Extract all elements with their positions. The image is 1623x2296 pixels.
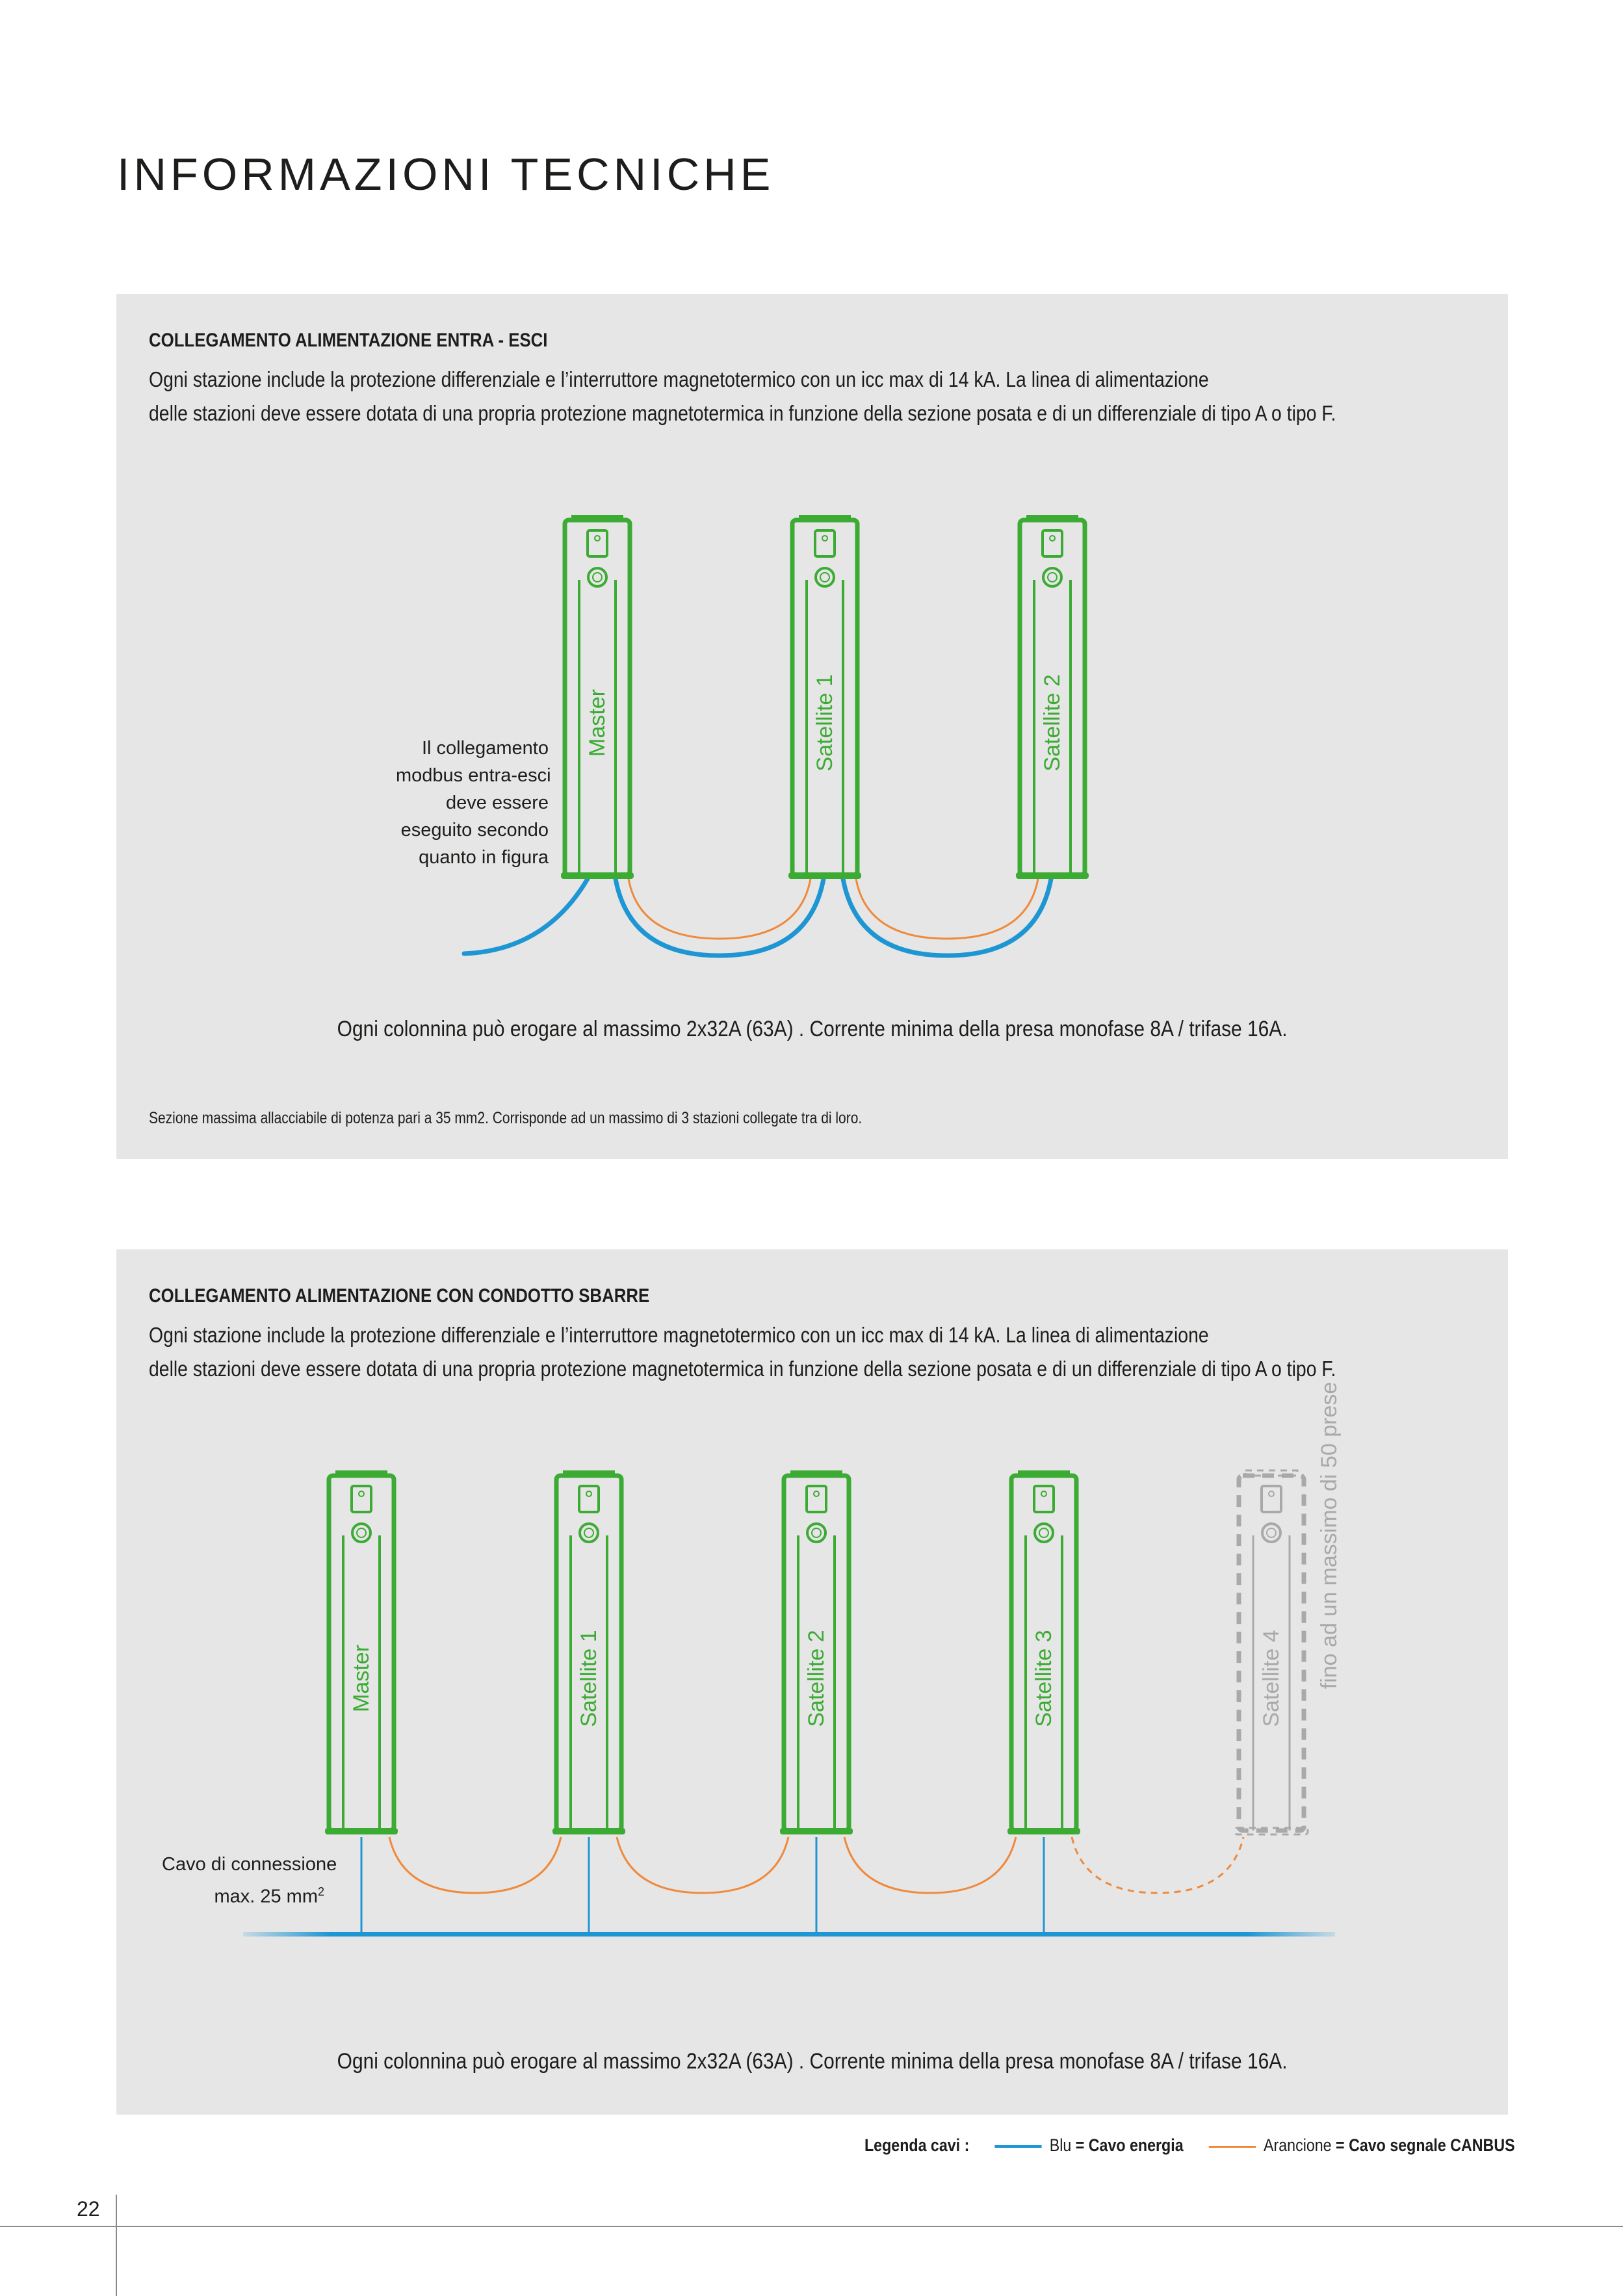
- section-footnote: Sezione massima allacciabile di potenza pari a 35 mm2. Corrisponde ad un massimo di 3 stazioni collegate tra di loro.: [149, 1109, 863, 1127]
- station-satellite-2: [780, 1470, 853, 1834]
- station-master: [325, 1470, 398, 1834]
- superscript: 2: [317, 1885, 324, 1898]
- section-caption: [116, 2049, 1508, 2074]
- footer-rule: [0, 2226, 1623, 2227]
- legend-item-blue: [989, 2135, 1184, 2156]
- legend-item-orange: [1203, 2135, 1514, 2156]
- note-line: Il collegamento: [421, 738, 549, 759]
- station-label: Satellite 3: [1032, 1630, 1056, 1727]
- legend-meaning: Cavo energia: [1088, 2135, 1184, 2156]
- orange-cable-2: [617, 1837, 788, 1893]
- blue-swatch: [994, 2145, 1041, 2148]
- station-satellite-4-optional: [1235, 1470, 1308, 1834]
- station-label: Satellite 2: [804, 1630, 829, 1727]
- station-satellite-2: [1016, 515, 1089, 879]
- station-satellite-1: [788, 515, 861, 879]
- legend-label: [864, 2135, 969, 2156]
- cable-note: [162, 1851, 337, 1911]
- station-satellite-1: [552, 1470, 625, 1834]
- note-line: eseguito secondo: [400, 820, 549, 841]
- station-label: Satellite 1: [577, 1630, 601, 1727]
- section-heading: COLLEGAMENTO ALIMENTAZIONE ENTRA - ESCI: [149, 330, 548, 351]
- orange-cable-1: [389, 1837, 561, 1893]
- legend-color-name: Blu: [1049, 2135, 1072, 2156]
- note-line: deve essere: [446, 792, 549, 813]
- modbus-note: [396, 735, 549, 871]
- caption-text: Ogni colonnina può erogare al massimo 2x32A (63A) . Corrente minima della presa monofase 8A / trifase 16A.: [337, 2049, 1288, 2074]
- legend-color-name: Arancione: [1264, 2135, 1332, 2156]
- legend-title: Legenda cavi :: [864, 2135, 970, 2156]
- note-line: Cavo di connessione: [162, 1854, 337, 1875]
- optional-limit-note: fino ad un massimo di 50 prese: [1317, 1381, 1342, 1689]
- section-entra-esci: [116, 294, 1508, 1159]
- blue-cable-1: [616, 879, 824, 956]
- orange-cable-1: [629, 879, 811, 939]
- station-satellite-3: [1007, 1470, 1080, 1834]
- station-label: Satellite 1: [812, 674, 837, 772]
- section-condotto-sbarre: [116, 1249, 1508, 2115]
- body-line: delle stazioni deve essere dotata di una propria protezione magnetotermica in funzione della sezione posata e di un differenziale di tipo A o tipo F.: [149, 1357, 1336, 1381]
- note-line: modbus entra-esci: [396, 765, 551, 786]
- orange-cable-2: [856, 879, 1038, 939]
- legend-eq: =: [1071, 2135, 1089, 2156]
- page-title: INFORMAZIONI TECNICHE: [117, 149, 775, 200]
- blue-cable-feed: [464, 879, 588, 954]
- note-line: quanto in figura: [419, 847, 549, 868]
- blue-cable-2: [843, 879, 1051, 956]
- station-label: Satellite 4: [1259, 1630, 1284, 1727]
- orange-cable-3: [844, 1837, 1016, 1893]
- body-line: Ogni stazione include la protezione differenziale e l’interruttore magnetotermico con un icc max di 14 kA. La linea di alimentazione: [149, 1323, 1209, 1347]
- note-line: [162, 1878, 324, 1911]
- cable-size: max. 25 mm: [214, 1886, 318, 1907]
- orange-cable-optional: [1072, 1837, 1243, 1893]
- station-master: [561, 515, 634, 879]
- busbar: [243, 1932, 1335, 1937]
- orange-swatch: [1209, 2146, 1256, 2148]
- diagram-condotto-sbarre: [116, 1249, 1508, 2115]
- cable-legend: [864, 2135, 1531, 2161]
- footer-divider: [116, 2195, 117, 2296]
- section-caption: [116, 1017, 1508, 1042]
- body-line: Ogni stazione include la protezione differenziale e l’interruttore magnetotermico con un icc max di 14 kA. La linea di alimentazione: [149, 367, 1209, 391]
- station-label: Master: [349, 1645, 374, 1712]
- page-number: 22: [77, 2197, 100, 2221]
- caption-text: Ogni colonnina può erogare al massimo 2x32A (63A) . Corrente minima della presa monofase 8A / trifase 16A.: [337, 1017, 1288, 1041]
- station-label: Satellite 2: [1040, 674, 1065, 772]
- station-label: Master: [585, 689, 610, 757]
- body-line: delle stazioni deve essere dotata di una propria protezione magnetotermica in funzione della sezione posata e di un differenziale di tipo A o tipo F.: [149, 401, 1336, 425]
- section-heading: COLLEGAMENTO ALIMENTAZIONE CON CONDOTTO SBARRE: [149, 1285, 650, 1307]
- legend-eq: =: [1331, 2135, 1349, 2156]
- legend-meaning: Cavo segnale CANBUS: [1349, 2135, 1515, 2156]
